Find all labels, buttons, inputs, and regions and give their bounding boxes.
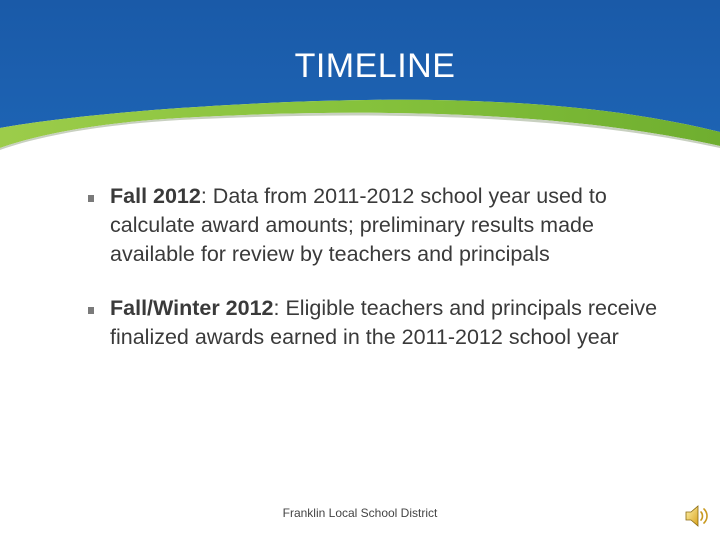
slide-title: TIMELINE [294,47,456,85]
bullet-square-icon [88,195,94,202]
bullet-heading: Fall/Winter 2012 [110,296,274,320]
bullet-text: : Eligible teachers and principals receive finalized awards earned in the 2011-2012 school year [110,296,658,349]
footer [0,506,720,520]
bullet-item-fall-2012 [0,182,720,269]
speaker-audio-icon[interactable] [683,502,711,530]
bullet-text: : Data from 2011-2012 school year used to calculate award amounts; preliminary results made available for review by teachers and principals [110,184,607,266]
bullet-square-icon [88,307,94,314]
bullet-heading: Fall 2012 [110,184,201,208]
footer-text: Franklin Local School District [282,506,438,520]
bullet-item-fall-winter-2012 [0,294,720,352]
bullet-list [0,182,720,377]
